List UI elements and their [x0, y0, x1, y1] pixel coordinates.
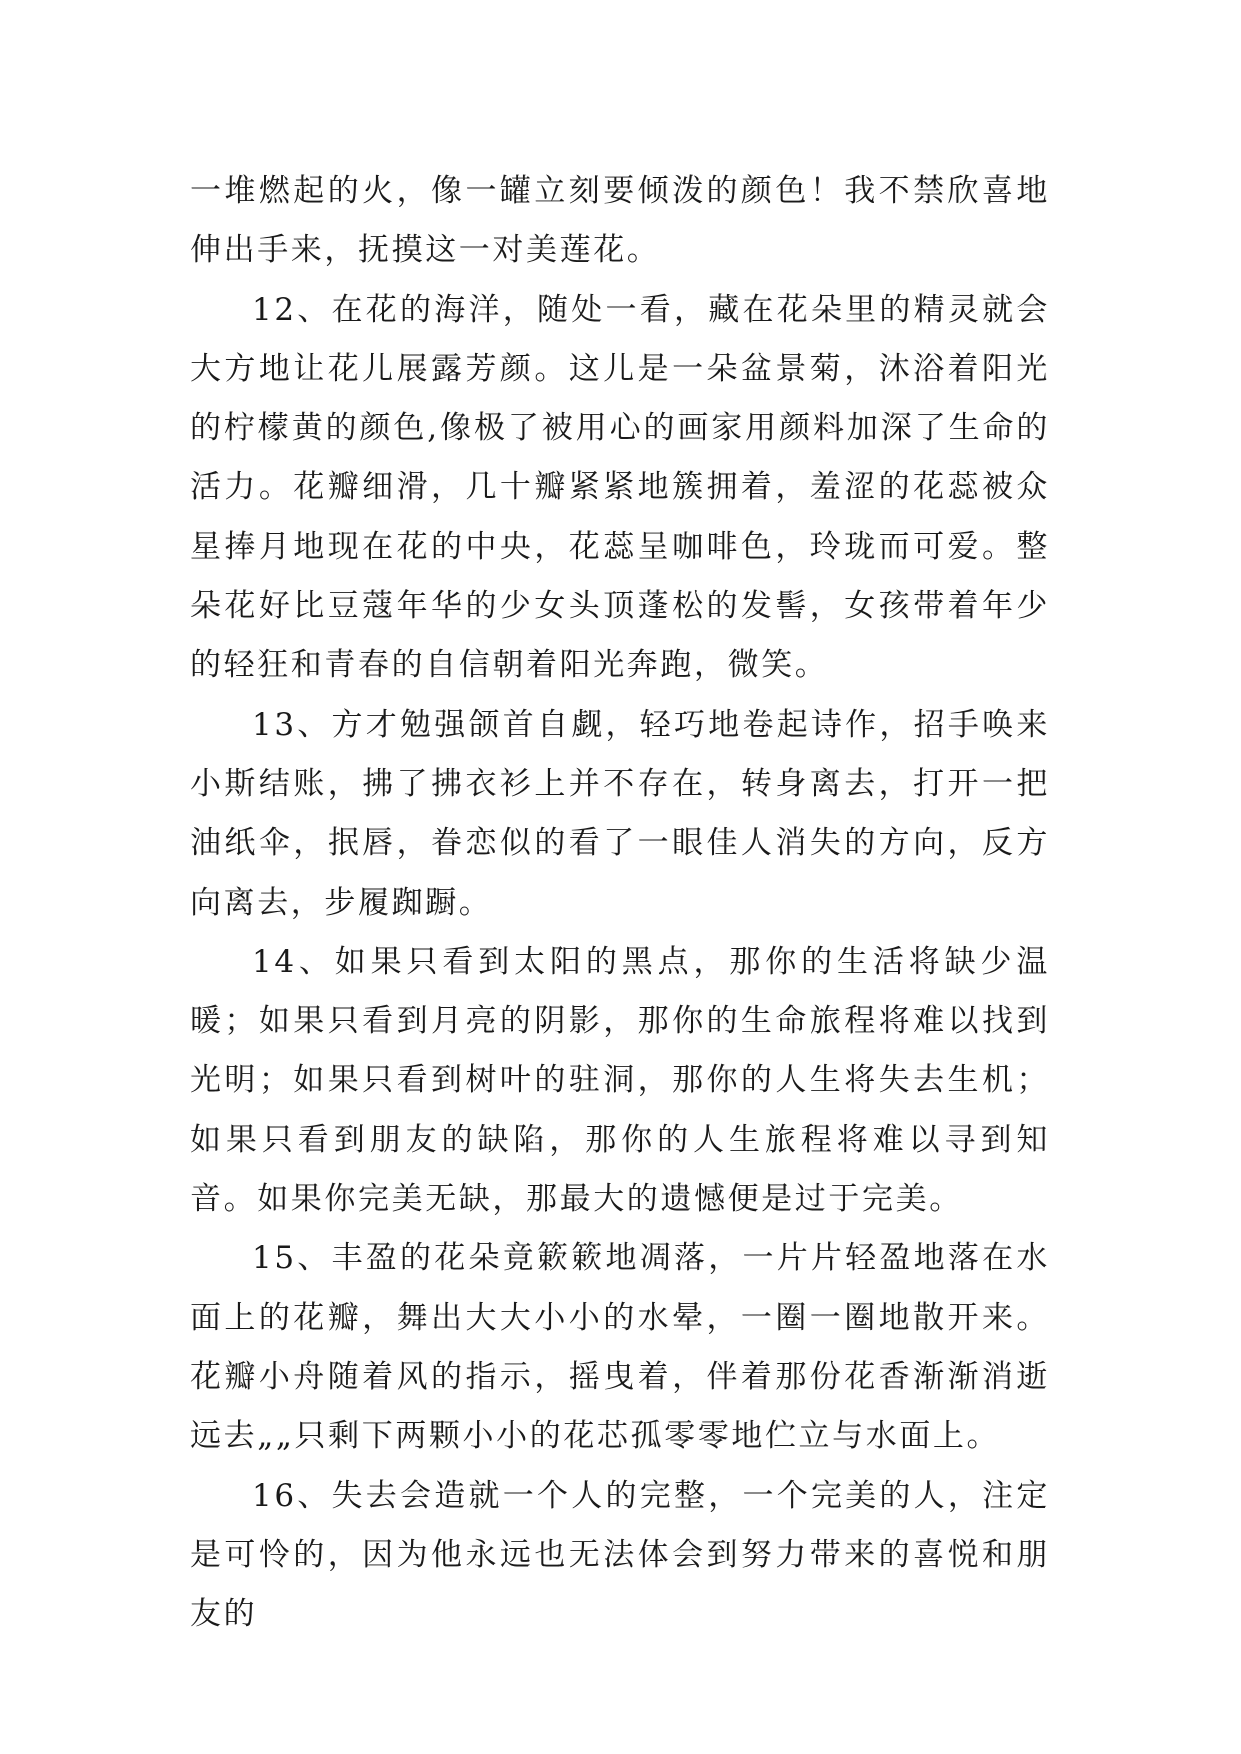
paragraph-16: 16、失去会造就一个人的完整，一个完美的人，注定是可怜的，因为他永远也无法体会到努力带来的喜悦和朋友的 — [190, 1477, 1050, 1633]
paragraph-12: 12、在花的海洋，随处一看，藏在花朵里的精灵就会大方地让花儿展露芳颜。这儿是一朵盆景菊，沐浴着阳光的柠檬黄的颜色,像极了被用心的画家用颜料加深了生命的活力。花瓣细滑，几十瓣紧紧地簇拥着，羞涩的花蕊被众星捧月地现在花的中央，花蕊呈咖啡色，玲珑而可爱。整朵花好比豆蔻年华的少女头顶蓬松的发髻，女孩带着年少的轻狂和青春的自信朝着阳光奔跑，微笑。 — [190, 291, 1050, 684]
paragraph-continued: 一堆燃起的火，像一罐立刻要倾泼的颜色！我不禁欣喜地伸出手来，抚摸这一对美莲花。 — [190, 173, 1050, 269]
paragraph-15: 15、丰盈的花朵竟簌簌地凋落，一片片轻盈地落在水面上的花瓣，舞出大大小小的水晕，一圈一圈地散开来。花瓣小舟随着风的指示，摇曳着，伴着那份花香渐渐消逝远去„„只剩下两颗小小的花芯孤零零地伫立与水面上。 — [190, 1240, 1050, 1455]
paragraph-14: 14、如果只看到太阳的黑点，那你的生活将缺少温暖；如果只看到月亮的阴影，那你的生命旅程将难以找到光明；如果只看到树叶的驻洞，那你的人生将失去生机；如果只看到朋友的缺陷，那你的人生旅程将难以寻到知音。如果你完美无缺，那最大的遗憾便是过于完美。 — [190, 943, 1050, 1218]
paragraph-13: 13、方才勉强颌首自觑，轻巧地卷起诗作，招手唤来小斯结账，拂了拂衣衫上并不存在，转身离去，打开一把油纸伞，抿唇，眷恋似的看了一眼佳人消失的方向，反方向离去，步履踟蹰。 — [190, 706, 1050, 921]
document-body — [190, 162, 1050, 1644]
